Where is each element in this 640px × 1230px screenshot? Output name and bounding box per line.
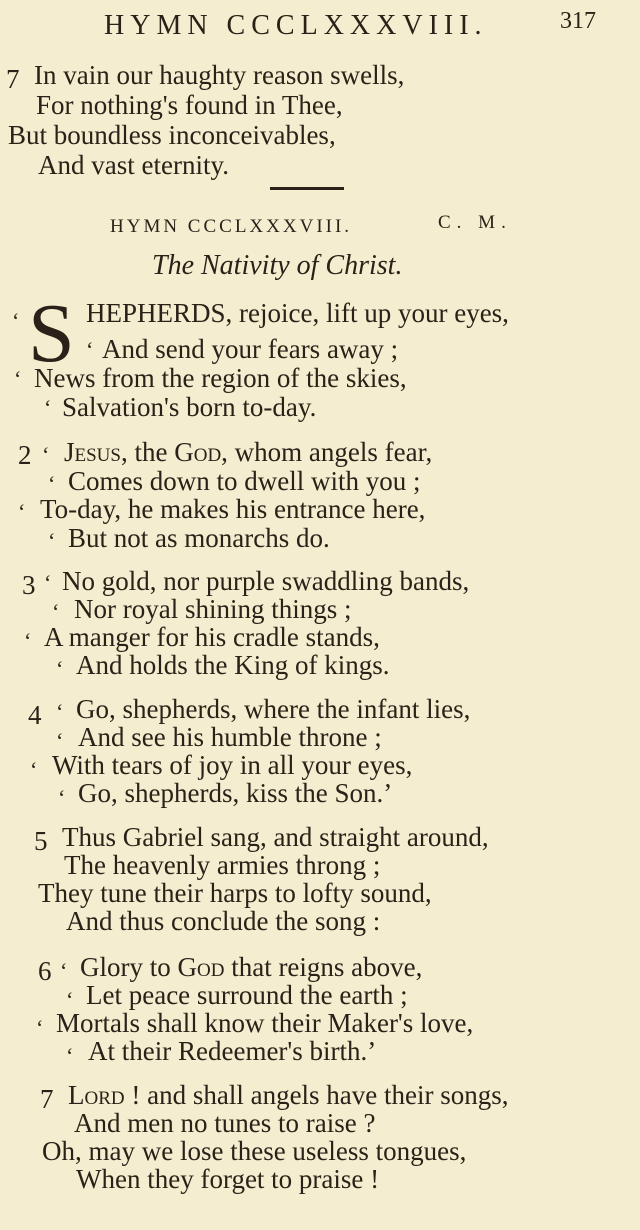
name-god: God xyxy=(177,952,225,982)
quote-mark: ‘ xyxy=(48,528,56,553)
verse-fragment: Go, shepherds, kiss the Son. xyxy=(78,778,384,808)
quote-mark: ‘ xyxy=(86,337,94,362)
verse-line: Salvation's born to-day. xyxy=(62,392,317,422)
quote-mark: ‘ xyxy=(66,1043,74,1068)
verse-line: Oh, may we lose these useless tongues, xyxy=(42,1136,467,1166)
quote-mark: ‘ xyxy=(36,1015,44,1040)
quote-mark: ‘ xyxy=(18,499,26,524)
name-lord: Lord xyxy=(68,1080,125,1110)
verse-line: Go, shepherds, where the infant lies, xyxy=(76,694,471,724)
stanza-number: 4 xyxy=(28,700,42,730)
verse-line: Mortals shall know their Maker's love, xyxy=(56,1008,474,1038)
stanza-number: 7 xyxy=(6,64,20,94)
verse-line: And see his humble throne ; xyxy=(78,722,382,752)
quote-mark: ‘ xyxy=(48,471,56,496)
verse-line: Thus Gabriel sang, and straight around, xyxy=(62,822,489,852)
verse-line xyxy=(68,1080,509,1110)
verse-line: To-day, he makes his entrance here, xyxy=(40,494,426,524)
verse-line: And thus conclude the song : xyxy=(66,906,381,936)
verse-line: Comes down to dwell with you ; xyxy=(68,466,421,496)
verse-line: No gold, nor purple swaddling bands, xyxy=(62,566,470,596)
quote-mark: ’ xyxy=(367,1036,377,1066)
verse-line xyxy=(64,437,432,467)
quote-mark: ‘ xyxy=(44,570,52,595)
quote-mark: ‘ xyxy=(66,987,74,1012)
quote-mark: ‘ xyxy=(52,599,60,624)
name-jesus: Jesus xyxy=(64,437,121,467)
verse-line xyxy=(78,778,392,808)
verse-fragment: that reigns above, xyxy=(224,952,423,982)
verse-fragment: ! and shall angels have their songs, xyxy=(124,1080,509,1110)
verse-line: In vain our haughty reason swells, xyxy=(34,60,405,90)
quote-mark: ‘ xyxy=(30,757,38,782)
verse-line: For nothing's found in Thee, xyxy=(36,90,343,120)
verse-line: Nor royal shining things ; xyxy=(74,594,352,624)
hymn-meter: C. M. xyxy=(438,212,512,233)
verse-line: When they forget to praise ! xyxy=(76,1164,380,1194)
quote-mark: ‘ xyxy=(58,785,66,810)
running-title: HYMN CCCLXXXVIII. xyxy=(104,10,488,41)
quote-mark: ‘ xyxy=(12,308,20,333)
quote-mark: ‘ xyxy=(56,699,64,724)
stanza-number: 3 xyxy=(22,570,36,600)
verse-line: And men no tunes to raise ? xyxy=(74,1108,376,1138)
verse-line: And send your fears away ; xyxy=(102,334,399,364)
stanza-number: 2 xyxy=(18,440,32,470)
verse-line: And holds the King of kings. xyxy=(76,650,390,680)
verse-line: A manger for his cradle stands, xyxy=(44,622,380,652)
quote-mark: ‘ xyxy=(24,628,32,653)
verse-line: The heavenly armies throng ; xyxy=(64,850,381,880)
verse-fragment: , the xyxy=(120,437,175,467)
quote-mark: ‘ xyxy=(56,728,64,753)
quote-mark: ‘ xyxy=(60,958,68,983)
verse-line: HEPHERDS, rejoice, lift up your eyes, xyxy=(86,298,509,328)
verse-fragment: At their Redeemer's birth. xyxy=(88,1036,368,1066)
verse-line xyxy=(80,952,422,982)
stanza-number: 6 xyxy=(38,956,52,986)
verse-line xyxy=(88,1036,376,1066)
quote-mark: ‘ xyxy=(56,656,64,681)
verse-fragment: Glory to xyxy=(80,952,178,982)
verse-line: They tune their harps to lofty sound, xyxy=(38,878,432,908)
page-number: 317 xyxy=(560,8,596,34)
verse-line: But boundless inconceivables, xyxy=(8,120,336,150)
verse-line: With tears of joy in all your eyes, xyxy=(52,750,413,780)
quote-mark: ‘ xyxy=(14,366,22,391)
verse-line: And vast eternity. xyxy=(38,150,229,180)
hymn-heading: HYMN CCCLXXXVIII. xyxy=(110,216,353,237)
section-divider xyxy=(270,187,344,190)
verse-fragment: , whom angels fear, xyxy=(221,437,433,467)
stanza-number: 5 xyxy=(34,826,48,856)
quote-mark: ‘ xyxy=(42,442,50,467)
drop-cap: S xyxy=(28,287,75,380)
verse-line: News from the region of the skies, xyxy=(34,363,407,393)
page-header xyxy=(0,6,640,46)
verse-line: Let peace surround the earth ; xyxy=(86,980,408,1010)
stanza-number: 7 xyxy=(40,1084,54,1114)
hymn-title: The Nativity of Christ. xyxy=(152,250,403,281)
name-god: God xyxy=(174,437,222,467)
verse-line: But not as monarchs do. xyxy=(68,523,330,553)
quote-mark: ’ xyxy=(383,778,393,808)
quote-mark: ‘ xyxy=(44,395,52,420)
